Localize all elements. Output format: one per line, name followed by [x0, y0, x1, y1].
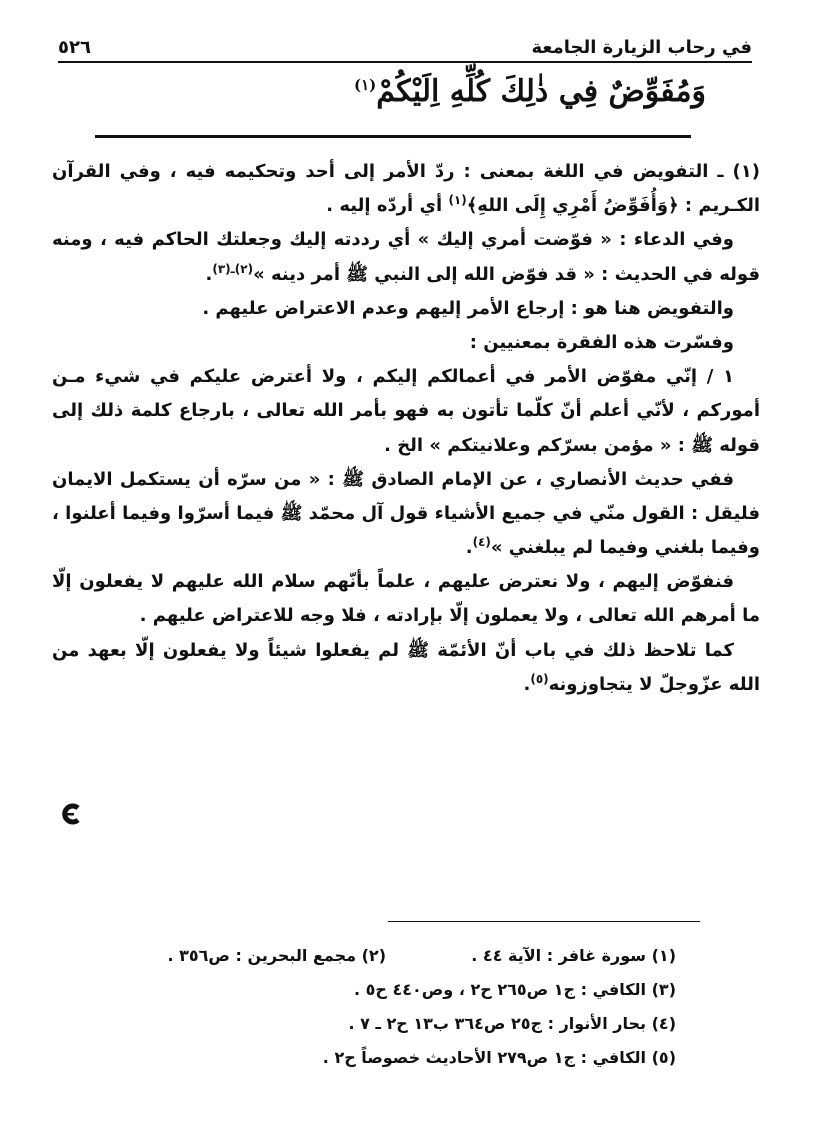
paragraph-dua: وفي الدعاء : « فوّضت أمري إليك » أي رددته إليك وجعلتك الحاكم فيه ، ومنه قوله في الحديث : « قد فوّض الله إلى النبي ﷺ أمر دينه »$^{(٢)ـ(٣)}$.	[52, 229, 760, 285]
quoted-phrase-note: (١)	[353, 76, 377, 94]
definition-gloss: أي أردّه إليه .	[326, 195, 443, 217]
paragraph-two-meanings: وفسّرت هذه الفقرة بمعنيين :	[469, 331, 734, 353]
definition-text: (١) ـ التفويض في اللغة بمعنى : ردّ الأمر إلى أحد وتحكيمه فيه ، وفي القرآن الكـريم :	[52, 161, 760, 217]
section-end-icon	[60, 803, 82, 825]
footnote-ref-1: (١)	[448, 193, 467, 208]
footnote-5: (٥) الكافي : ج١ ص٢٧٩ الأحاديث خصوصاً ح٢ .	[322, 1048, 676, 1067]
paragraph-definition	[52, 155, 760, 223]
quoted-phrase	[354, 74, 706, 109]
paragraph-ansari-hadith: ففي حديث الأنصاري ، عن الإمام الصادق ﷺ : « من سرّه أن يستكمل الايمان فليقل : القول منّي في جميع الأشياء قول آل محمّد ﷺ فيما أسرّوا وفيما أعلنوا ، وفيما بلغني وفيما لم يبلغني »$^{(٤)}$.	[52, 468, 760, 559]
footnote-row-1-2	[136, 939, 676, 973]
paragraph-imams: كما تلاحظ ذلك في باب أنّ الأئمّة ﷺ لم يفعلوا شيئاً ولا يفعلون إلّا بعهد من الله عزّوجلّ لا يتجاوزونه$^{(٥)}$.	[52, 639, 760, 695]
imams-text: كما تلاحظ ذلك في باب أنّ الأئمّة ﷺ لم يفعلوا شيئاً ولا يفعلون إلّا بعهد من الله عزّوجلّ لا يتجاوزونه	[52, 639, 760, 695]
header-divider	[58, 61, 752, 63]
quran-quote: ﴿وَأُفَوِّضُ أَمْرِي إِلَى اللهِ﴾	[466, 195, 679, 217]
ansari-hadith-text: ففي حديث الأنصاري ، عن الإمام الصادق ﷺ : « من سرّه أن يستكمل الايمان فليقل : القول منّي في جميع الأشياء قول آل محمّد ﷺ فيما أسرّوا وفيما أعلنوا ، وفيما بلغني وفيما لم يبلغني »	[52, 468, 760, 559]
footnote-1: (١) سورة غافر : الآية ٤٤ .	[471, 946, 676, 965]
footnote-4: (٤) بحار الأنوار : ج٢٥ ص٣٦٤ ب١٣ ح٢ ـ ٧ .	[348, 1014, 676, 1033]
paragraph-delegation: فنفوّض إليهم ، ولا نعترض عليهم ، علماً بأنّهم سلام الله عليهم لا يفعلون إلّا ما أمرهم الله تعالى ، ولا يعملون إلّا بإرادته ، فلا وجه للاعتراض عليهم .	[52, 571, 760, 627]
footnote-ref-5: (٥)	[530, 671, 549, 686]
page-header	[58, 28, 752, 58]
paragraph-meaning: والتفويض هنا هو : إرجاع الأمر إليهم وعدم الاعتراض عليهم .	[202, 297, 734, 319]
running-title: في رحاب الزيارة الجامعة	[531, 37, 752, 58]
paragraph-first-meaning: ١ / إنّي مفوّض الأمر في أعمالكم إليكم ، ولا أعترض عليكم في شيء مـن أموركم ، لأنّي أعلم أنّ كلّما تأتون به فهو بأمر الله تعالى ، بارجاع كلمة ذلك إلى قوله ﷺ : « مؤمن بسرّكم وعلانيتكم » الخ .	[52, 366, 760, 456]
dua-text: وفي الدعاء : « فوّضت أمري إليك » أي رددته إليك وجعلتك الحاكم فيه ، ومنه	[52, 229, 734, 251]
footnote-ref-2-3: (٢)ـ(٣)	[212, 261, 254, 276]
footnotes	[136, 939, 676, 1075]
footnote-2: (٢) مجمع البحرين : ص٣٥٦ .	[167, 946, 386, 965]
hadith-text: قوله في الحديث : « قد فوّض الله إلى النبي ﷺ أمر دينه »	[253, 263, 760, 285]
quoted-phrase-text: وَمُفَوِّضٌ فِي ذٰلِكَ كُلِّهِ اِلَيْكُمْ	[376, 74, 706, 109]
commentary-body	[52, 155, 760, 702]
phrase-divider	[95, 135, 691, 138]
footnote-divider	[388, 921, 700, 922]
footnote-3: (٣) الكافي : ج١ ص٢٦٥ ح٢ ، وص٤٤٠ ح٥ .	[353, 980, 676, 999]
page-number: ٥٢٦	[58, 37, 91, 58]
footnote-ref-4: (٤)	[472, 535, 491, 550]
